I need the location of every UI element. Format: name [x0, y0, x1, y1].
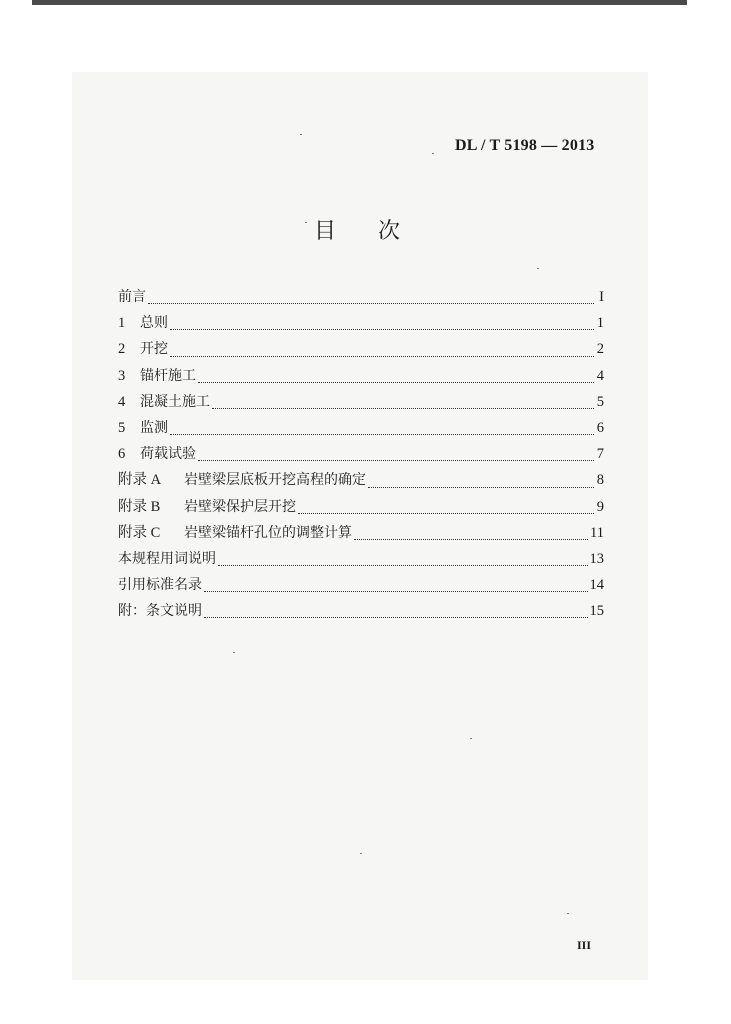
scan-speck	[360, 853, 362, 854]
toc-entry-label	[118, 389, 210, 415]
toc-entry-title: 荷载试验	[140, 446, 196, 463]
toc-leader-dots	[218, 565, 588, 566]
toc-entry-title: 前言	[118, 289, 146, 305]
toc-entry-page: 8	[596, 472, 604, 489]
toc-entry	[118, 441, 604, 467]
toc-leader-dots	[198, 460, 594, 461]
toc-entry-label	[118, 284, 146, 310]
toc-entry	[118, 494, 604, 520]
toc-entry-number: 附录 C	[118, 524, 161, 541]
toc-leader-dots	[170, 329, 594, 330]
toc-entry-title: 混凝土施工	[140, 393, 210, 410]
top-border-bar	[32, 0, 687, 5]
toc-entry-number: 4	[118, 393, 126, 410]
toc-entry-title: 本规程用词说明	[118, 550, 216, 567]
toc-entry-title: 岩壁梁层底板开挖高程的确定	[184, 472, 366, 489]
toc-leader-dots	[368, 487, 594, 488]
toc-entry-page: 15	[589, 603, 604, 620]
toc-entry-page: 9	[596, 498, 604, 515]
toc-entry-title: 开挖	[140, 341, 168, 358]
toc-entry-title: 附：条文说明	[118, 603, 202, 620]
toc-entry-page: 7	[596, 446, 604, 463]
toc-entry-number: 6	[118, 446, 126, 463]
standard-number: DL / T 5198 — 2013	[455, 137, 595, 154]
scan-speck	[537, 268, 539, 269]
toc-entry-number: 2	[118, 341, 126, 358]
toc-entry	[118, 389, 604, 415]
scan-speck	[233, 652, 235, 653]
toc-entry-title: 监测	[140, 419, 168, 436]
toc-entry-label	[118, 467, 366, 493]
toc-entry-number: 附录 A	[118, 472, 162, 489]
toc-entry	[118, 310, 604, 336]
toc-leader-dots	[298, 513, 594, 514]
toc-entry-page: 6	[596, 419, 604, 436]
toc-entry-page: I	[599, 289, 604, 305]
toc-title-char-2: 次	[378, 219, 401, 244]
toc-entry-number: 5	[118, 419, 126, 436]
toc-title-char-1: 目	[314, 219, 337, 244]
toc-entry-label	[118, 572, 202, 598]
toc-entry-title: 岩壁梁锚杆孔位的调整计算	[184, 524, 352, 541]
toc-entry-page: 1	[596, 315, 604, 332]
toc-entry	[118, 363, 604, 389]
toc-entry-title: 总则	[140, 315, 168, 332]
toc-entry-label	[118, 415, 168, 441]
toc-entry-page: 14	[589, 577, 604, 594]
toc-leader-dots	[354, 539, 588, 540]
toc-entry	[118, 520, 604, 546]
toc-entry-page: 11	[590, 524, 604, 541]
toc-entry-number: 1	[118, 315, 126, 332]
toc-entry-page: 5	[596, 393, 604, 410]
toc-entry-title: 岩壁梁保护层开挖	[184, 498, 296, 515]
toc-leader-dots	[170, 434, 594, 435]
toc-entry	[118, 415, 604, 441]
toc-entry-page: 13	[589, 550, 604, 567]
scan-speck	[432, 153, 434, 154]
toc-leader-dots	[198, 382, 594, 383]
toc-entry	[118, 336, 604, 362]
toc-entry-label	[118, 363, 196, 389]
toc-entry-label	[118, 310, 168, 336]
toc-entry-title: 锚杆施工	[140, 367, 196, 384]
toc-entry-label	[118, 546, 216, 572]
toc-entry-number: 附录 B	[118, 498, 161, 515]
scan-speck	[567, 913, 569, 914]
toc-entry-label	[118, 598, 202, 624]
toc-leader-dots	[204, 591, 588, 592]
toc-entry-number: 3	[118, 367, 126, 384]
toc-leader-dots	[212, 408, 594, 409]
scan-speck	[470, 738, 472, 739]
toc-entry-label	[118, 520, 352, 546]
table-of-contents	[118, 284, 604, 624]
toc-entry-title: 引用标准名录	[118, 577, 202, 594]
toc-entry	[118, 572, 604, 598]
toc-entry-label	[118, 336, 168, 362]
toc-entry	[118, 467, 604, 493]
page-number: III	[577, 938, 592, 952]
toc-entry	[118, 284, 604, 310]
scan-speck	[300, 134, 302, 135]
toc-entry	[118, 546, 604, 572]
toc-entry-page: 2	[596, 341, 604, 358]
toc-entry-label	[118, 494, 296, 520]
toc-entry	[118, 598, 604, 624]
scan-speck	[305, 222, 307, 223]
toc-entry-page: 4	[596, 367, 604, 384]
toc-leader-dots	[170, 356, 594, 357]
toc-title	[314, 214, 400, 245]
toc-leader-dots	[148, 303, 594, 304]
toc-leader-dots	[204, 617, 588, 618]
toc-entry-label	[118, 441, 196, 467]
